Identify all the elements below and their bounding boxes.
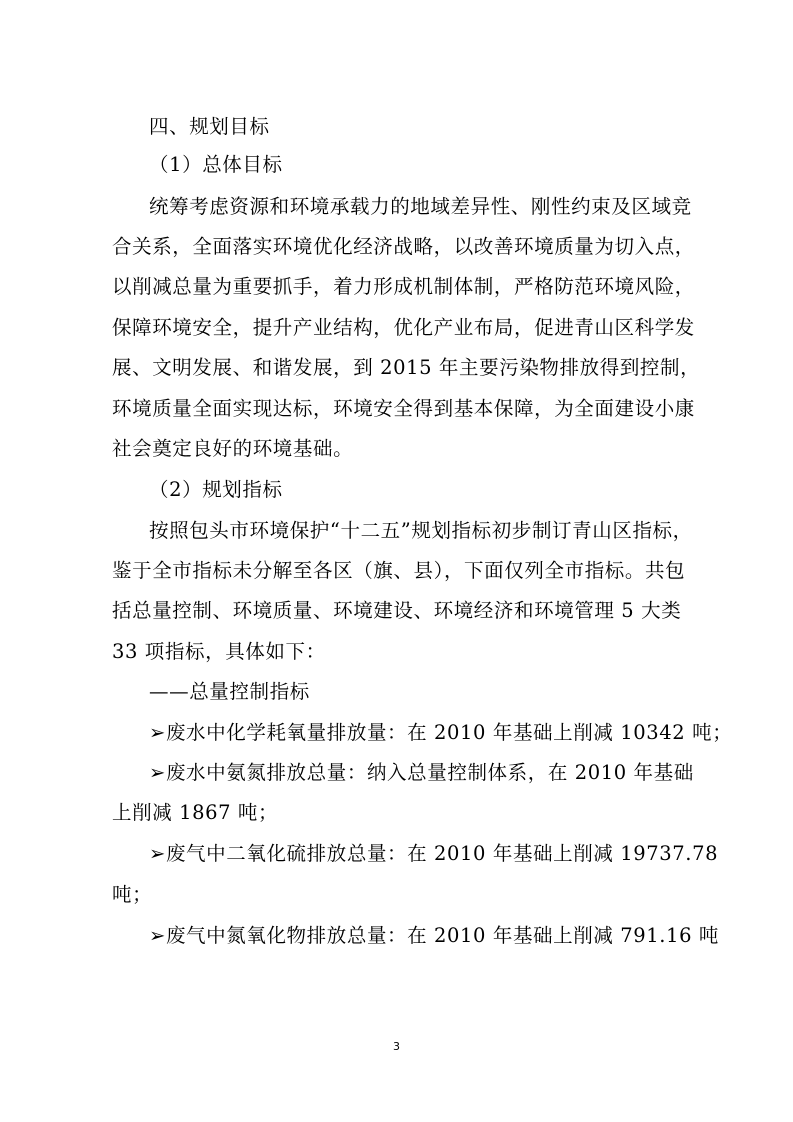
paragraph-line: 统筹考虑资源和环境承载力的地域差异性、刚性约束及区域竞 xyxy=(149,195,692,218)
bullet-item: ➢废气中氮氧化物排放总量：在 2010 年基础上削减 791.16 吨 xyxy=(149,924,719,947)
paragraph-line: 按照包头市环境保护“十二五”规划指标初步制订青山区指标， xyxy=(149,519,693,542)
paragraph-line: 展、文明发展、和谐发展，到 2015 年主要污染物排放得到控制， xyxy=(112,356,701,379)
paragraph-line: 33 项指标，具体如下： xyxy=(112,640,326,663)
section-heading: 四、规划目标 xyxy=(149,115,270,138)
bullet-item: ➢废气中二氧化硫排放总量：在 2010 年基础上削减 19737.78 xyxy=(149,842,719,865)
page-number: 3 xyxy=(393,1040,400,1053)
indicator-group-heading: ——总量控制指标 xyxy=(149,680,310,703)
bullet-item: ➢废水中化学耗氧量排放量：在 2010 年基础上削减 10342 吨； xyxy=(149,721,733,744)
paragraph-line: 以削减总量为重要抓手，着力形成机制体制，严格防范环境风险， xyxy=(112,275,695,298)
paragraph-line: 环境质量全面实现达标，环境安全得到基本保障，为全面建设小康 xyxy=(112,397,695,420)
paragraph-line: 保障环境安全，提升产业结构，优化产业布局，促进青山区科学发 xyxy=(112,316,695,339)
paragraph-line: 社会奠定良好的环境基础。 xyxy=(112,437,354,460)
paragraph-line: 括总量控制、环境质量、环境建设、环境经济和环境管理 5 大类 xyxy=(112,599,682,622)
bullet-continuation: 上削减 1867 吨； xyxy=(112,801,279,824)
paragraph-line: 合关系，全面落实环境优化经济战略，以改善环境质量为切入点， xyxy=(112,235,695,258)
paragraph-line: 鉴于全市指标未分解至各区（旗、县），下面仅列全市指标。共包 xyxy=(112,559,686,582)
subsection-title-overall-goal: （1）总体目标 xyxy=(149,153,283,176)
bullet-item: ➢废水中氨氮排放总量：纳入总量控制体系，在 2010 年基础 xyxy=(149,761,694,784)
subsection-title-indicators: （2）规划指标 xyxy=(149,478,283,501)
bullet-continuation: 吨； xyxy=(112,883,153,906)
